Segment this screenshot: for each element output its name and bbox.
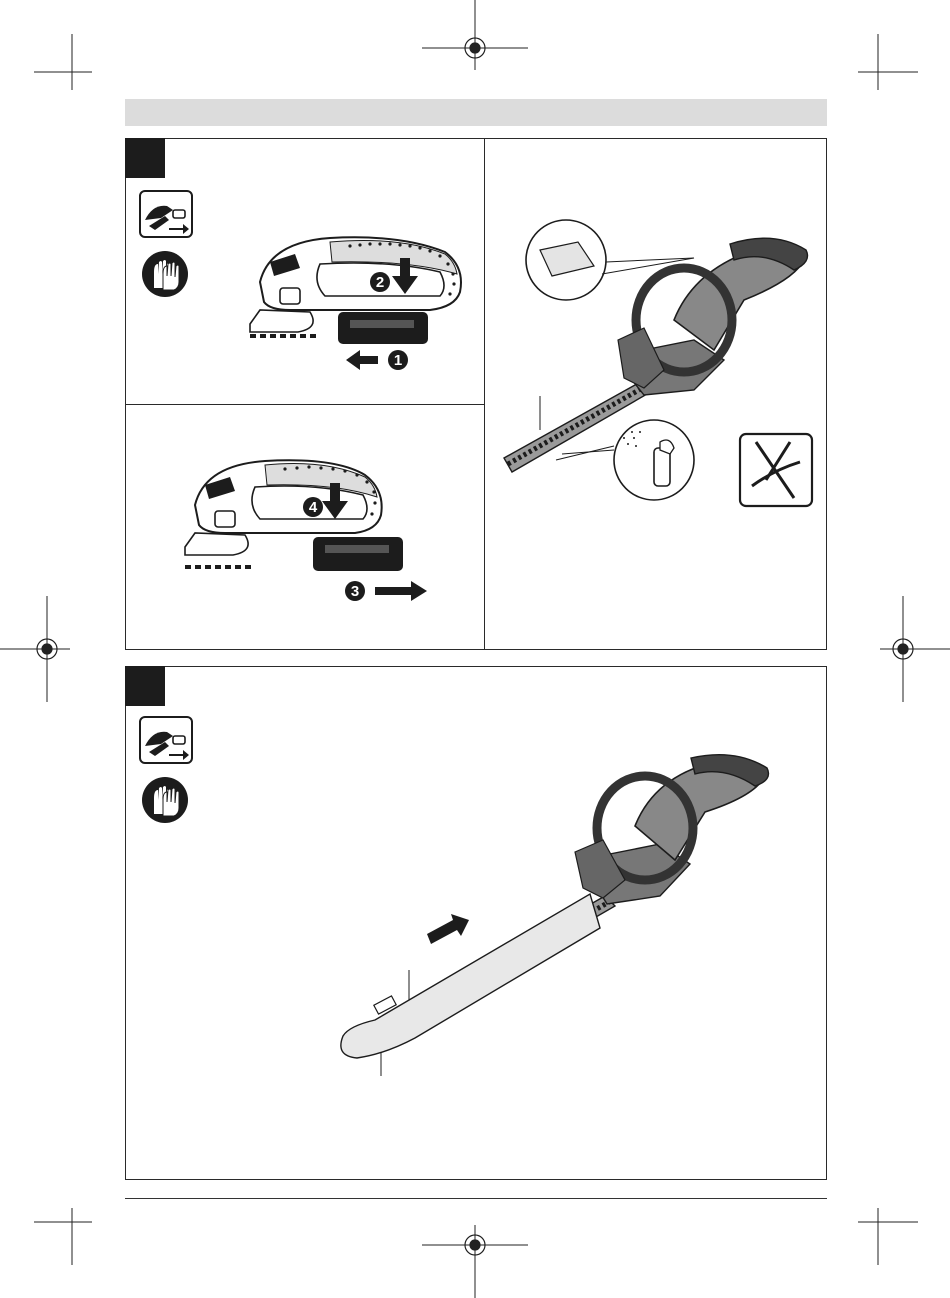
svg-text:3: 3 <box>350 583 360 600</box>
svg-text:1: 1 <box>393 352 403 369</box>
step-2-marker <box>370 272 390 292</box>
arrow-right-icon <box>375 581 427 601</box>
no-water-jet-icon <box>740 434 812 506</box>
footer-line <box>125 1198 827 1199</box>
blade-guard <box>341 894 600 1058</box>
arrow-left-icon <box>346 350 378 370</box>
figure-top-vertical-divider <box>484 138 485 650</box>
step-1-marker <box>388 350 408 370</box>
figure-bottom-label-box <box>125 666 165 706</box>
remove-battery-icon <box>139 716 193 764</box>
gloves-icon <box>141 250 189 298</box>
gloves-icon <box>141 776 189 824</box>
header-bar <box>125 99 827 126</box>
figure-top-label-box <box>125 138 165 178</box>
step-3-marker <box>345 581 365 601</box>
cloth-callout <box>526 220 694 300</box>
figure-top-horizontal-divider <box>125 404 485 405</box>
arrow-right-icon <box>427 914 469 944</box>
blade-guard-illustration <box>335 756 775 1086</box>
svg-text:2: 2 <box>375 274 385 291</box>
battery-remove-illustration <box>185 455 435 605</box>
svg-text:4: 4 <box>308 499 318 516</box>
cleaning-illustration <box>494 210 819 510</box>
battery-insert-illustration <box>250 232 470 382</box>
remove-battery-icon <box>139 190 193 238</box>
step-4-marker <box>303 497 323 517</box>
